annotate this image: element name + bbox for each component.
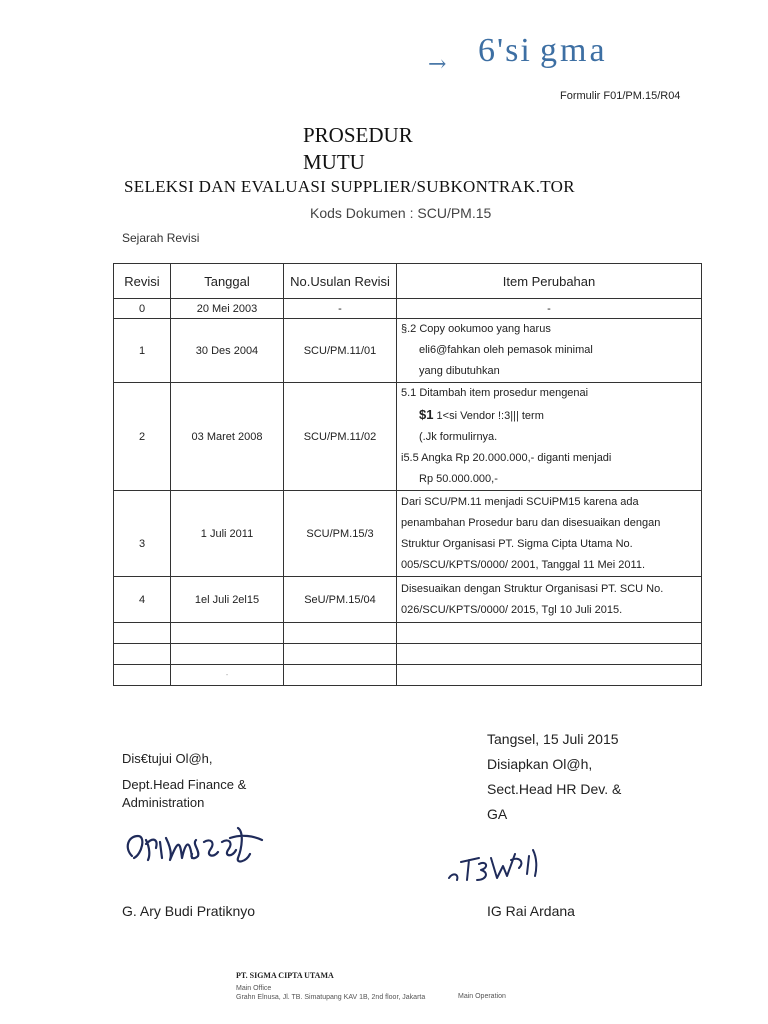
footer-office (236, 984, 425, 1002)
table-row (114, 577, 702, 623)
item-line: eli6@fahkan oleh pemasok minimal (419, 344, 593, 356)
cell-date: 03 Maret 2008 (171, 383, 284, 491)
item-line: yang dibutuhkan (419, 365, 500, 377)
logo-arrow-icon: → (428, 52, 447, 77)
logo-number: 6'si (478, 32, 532, 69)
empty-cell (397, 665, 702, 686)
item-line: i5.5 Angka Rp 20.000.000,- diganti menjadi (401, 452, 612, 464)
title-line-1: PROSEDUR (303, 123, 413, 147)
approver-title-2: Administration (122, 795, 205, 810)
empty-cell (397, 644, 702, 665)
footer-company: PT. SIGMA CIPTA UTAMA (236, 971, 334, 980)
item-line: 5.1 Ditambah item prosedur mengenai (401, 387, 589, 399)
item-line (401, 404, 701, 427)
item-symbol: $1 (419, 407, 434, 422)
revision-table (113, 263, 702, 686)
cell-rev: 1 (114, 319, 171, 383)
cell-no: SCU/PM.15/3 (284, 491, 397, 577)
cell-date: 1 Juli 2011 (171, 491, 284, 577)
item-line: 005/SCU/KPTS/0000/ 2001, Tanggal 11 Mei 2011. (401, 558, 645, 571)
cell-items (397, 577, 702, 623)
empty-cell (171, 623, 284, 644)
empty-cell (284, 644, 397, 665)
empty-cell (114, 665, 171, 686)
cell-rev: 3 (114, 491, 171, 577)
cell-items (397, 383, 702, 491)
item-line: Rp 50.000.000,- (419, 473, 498, 485)
table-row (114, 491, 702, 577)
approver-name: G. Ary Budi Pratiknyo (122, 903, 256, 919)
empty-cell-mark: - (171, 665, 284, 686)
header-item-perubahan: Item Perubahan (397, 264, 702, 299)
preparer-title-2: GA (487, 806, 508, 822)
logo-word: gma (540, 32, 608, 69)
item-line: §.2 Copy ookumoo yang harus (401, 323, 551, 335)
item-line: Disesuaikan dengan Struktur Organisasi PT. SCU No. (401, 582, 664, 595)
header-revisi: Revisi (114, 264, 171, 299)
empty-cell (284, 665, 397, 686)
empty-row (114, 623, 702, 644)
approver-title-1: Dept.Head Finance & (122, 777, 247, 792)
footer-main-operation: Main Operation (458, 993, 506, 1000)
form-code: Formulir F01/PM.15/R04 (560, 90, 681, 102)
cell-rev: 2 (114, 383, 171, 491)
cell-date: 20 Mei 2003 (171, 299, 284, 319)
cell-date: 1el Juli 2el15 (171, 577, 284, 623)
cell-no: SCU/PM.11/01 (284, 319, 397, 383)
table-row (114, 319, 702, 383)
preparer-title-1: Sect.Head HR Dev. & (487, 781, 622, 797)
prepared-by-label: Disiapkan Ol@h, (487, 756, 593, 772)
approved-by-label: Dis€tujui Ol@h, (122, 751, 213, 766)
prepared-by-block (487, 727, 621, 827)
empty-cell (397, 623, 702, 644)
document-code: Kods Dokumen : SCU/PM.15 (310, 205, 492, 221)
empty-cell (284, 623, 397, 644)
approved-by-block (122, 750, 246, 812)
item-line: Dari SCU/PM.11 menjadi SCUiPM15 karena ada (401, 495, 639, 508)
cell-items (397, 319, 702, 383)
header-tanggal: Tanggal (171, 264, 284, 299)
empty-cell (171, 644, 284, 665)
empty-cell (114, 623, 171, 644)
item-line: Struktur Organisasi PT. Sigma Cipta Utama No. (401, 537, 633, 550)
item-line: 026/SCU/KPTS/0000/ 2015, Tgl 10 Juli 2015. (401, 603, 623, 616)
empty-row (114, 665, 702, 686)
table-row (114, 383, 702, 491)
footer-address: Grahn Elnusa, Jl. TB. Simatupang KAV 1B, 2nd floor, Jakarta (236, 994, 426, 1001)
cell-items (397, 491, 702, 577)
cell-no: - (284, 299, 397, 319)
empty-cell (114, 644, 171, 665)
preparer-signature (445, 840, 555, 890)
approver-signature (120, 818, 270, 873)
cell-rev: 4 (114, 577, 171, 623)
cell-rev: 0 (114, 299, 171, 319)
header-no-usulan: No.Usulan Revisi (284, 264, 397, 299)
cell-no: SCU/PM.11/02 (284, 383, 397, 491)
empty-row (114, 644, 702, 665)
cell-no: SeU/PM.15/04 (284, 577, 397, 623)
table-header-row (114, 264, 702, 299)
document-subtitle: SELEKSI DAN EVALUASI SUPPLIER/SUBKONTRAK.TOR (124, 177, 575, 196)
table-row (114, 299, 702, 319)
revision-history-label: Sejarah Revisi (122, 231, 200, 245)
title-line-2: MUTU (303, 150, 365, 174)
place-date: Tangsel, 15 Juli 2015 (487, 731, 619, 747)
item-line: (.Jk formulirnya. (419, 431, 498, 443)
footer-office-label: Main Office (236, 985, 272, 992)
cell-date: 30 Des 2004 (171, 319, 284, 383)
item-line: penambahan Prosedur baru dan disesuaikan dengan (401, 516, 661, 529)
preparer-name: IG Rai Ardana (487, 903, 575, 919)
cell-items: - (397, 299, 702, 319)
item-text: 1<si Vendor !:3||| term (436, 410, 544, 422)
